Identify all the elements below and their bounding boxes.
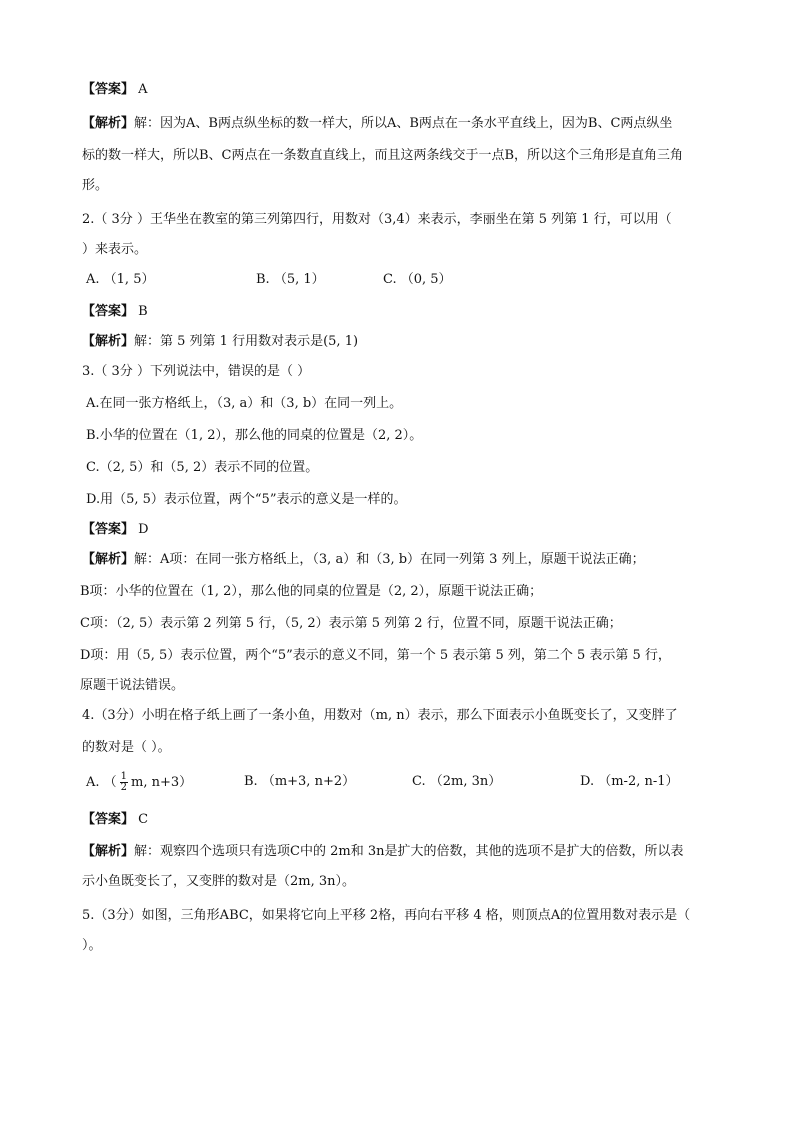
analysis-tag: 【解析】 [82,116,135,131]
fraction [120,772,128,793]
option-a-suffix: m, n+3） [131,775,193,790]
analysis-text: 解：A项：在同一张方格纸上，（3, a）和（3, b）在同一列第 3 列上，原题干说法正确； [134,552,645,567]
q1-analysis-line-1 [82,114,672,134]
q4-analysis-line-2: 示小鱼既变长了，又变胖的数对是（2m, 3n）。 [82,874,356,889]
q4-answer-line [82,810,148,830]
q4-option-c: C. （2m, 3n） [412,774,502,789]
q3-answer-line [82,520,149,540]
q2-answer-line [82,302,148,322]
q1-answer-line [82,80,148,100]
q3-analysis-line-2: B项：小华的位置在（1, 2），那么他的同桌的位置是（2, 2），原题干说法正确； [80,584,543,599]
q4-stem-line-2: 的数对是（ ）。 [82,740,171,755]
answer-tag: 【答案】 [82,82,135,97]
q3-stem: 3.（ 3分 ）下列说法中，错误的是（ ） [82,364,311,379]
answer-value: B [138,304,148,319]
q3-option-d: D.用（5, 5）表示位置，两个“5”表示的意义是一样的。 [86,492,407,507]
fraction-denominator: 2 [120,782,128,793]
fraction-numerator: 1 [120,771,128,782]
answer-value: C [138,812,149,827]
analysis-text: 解：第 5 列第 1 行用数对表示是(5, 1) [134,334,359,349]
q3-analysis-line-5: 原题干说法错误。 [80,678,185,693]
q3-option-a: A.在同一张方格纸上，（3, a）和（3, b）在同一列上。 [86,396,403,411]
q2-stem-line-2: ）来表示。 [82,242,148,257]
answer-value: D [138,522,149,537]
q1-analysis-line-2: 标的数一样大，所以B、C两点在一条数直直线上，而且这两条线交于一点B，所以这个三角形是直角三角 [82,148,684,163]
analysis-text: 解：因为A、B两点纵坐标的数一样大，所以A、B两点在一条水平直线上，因为B、C两点纵坐 [134,116,673,131]
q5-stem-line-2: ）。 [82,938,102,953]
q2-stem-line-1: 2.（ 3分 ）王华坐在教室的第三列第四行，用数对（3,4）来表示，李丽坐在第 5 列第 1 行，可以用（ [82,212,672,227]
q5-stem-line-1: 5.（3分）如图，三角形ABC，如果将它向上平移 2格，再向右平移 4 格，则顶点A的位置用数对表示是（ [82,908,691,923]
q2-option-a: A. （1, 5） [86,272,155,287]
option-a-prefix: A. （ [86,775,117,790]
analysis-text: 解：观察四个选项只有选项C中的 2m和 3n是扩大的倍数，其他的选项不是扩大的倍数，所以表 [134,844,684,859]
q4-option-b: B. （m+3, n+2） [244,774,356,789]
answer-tag: 【答案】 [82,304,135,319]
q4-analysis-line-1 [82,842,683,862]
q3-analysis-line-3: C项：（2, 5）表示第 2 列第 5 行，（5, 2）表示第 5 列第 2 行，位置不同，原题干说法正确； [80,616,622,631]
analysis-tag: 【解析】 [82,334,135,349]
q4-stem-line-1: 4.（3分）小明在格子纸上画了一条小鱼，用数对（m, n）表示，那么下面表示小鱼既变长了，又变胖了 [82,708,678,723]
q4-option-a [86,772,192,793]
q3-option-c: C.（2, 5）和（5, 2）表示不同的位置。 [86,460,319,475]
analysis-tag: 【解析】 [82,844,135,859]
analysis-tag: 【解析】 [82,552,135,567]
q3-option-b: B.小华的位置在（1, 2），那么他的同桌的位置是（2, 2）。 [86,428,423,443]
q3-analysis-line-1 [82,550,645,570]
q1-analysis-line-3: 形。 [82,178,109,193]
q2-option-b: B. （5, 1） [256,272,325,287]
q2-option-c: C. （0, 5） [383,272,452,287]
answer-tag: 【答案】 [82,812,135,827]
answer-tag: 【答案】 [82,522,135,537]
q2-analysis-line-1 [82,332,358,352]
answer-value: A [138,82,148,97]
q4-option-d: D. （m-2, n-1） [580,774,679,789]
q3-analysis-line-4: D项：用（5, 5）表示位置，两个“5”表示的意义不同，第一个 5 表示第 5 列，第二个 5 表示第 5 行， [80,648,671,663]
